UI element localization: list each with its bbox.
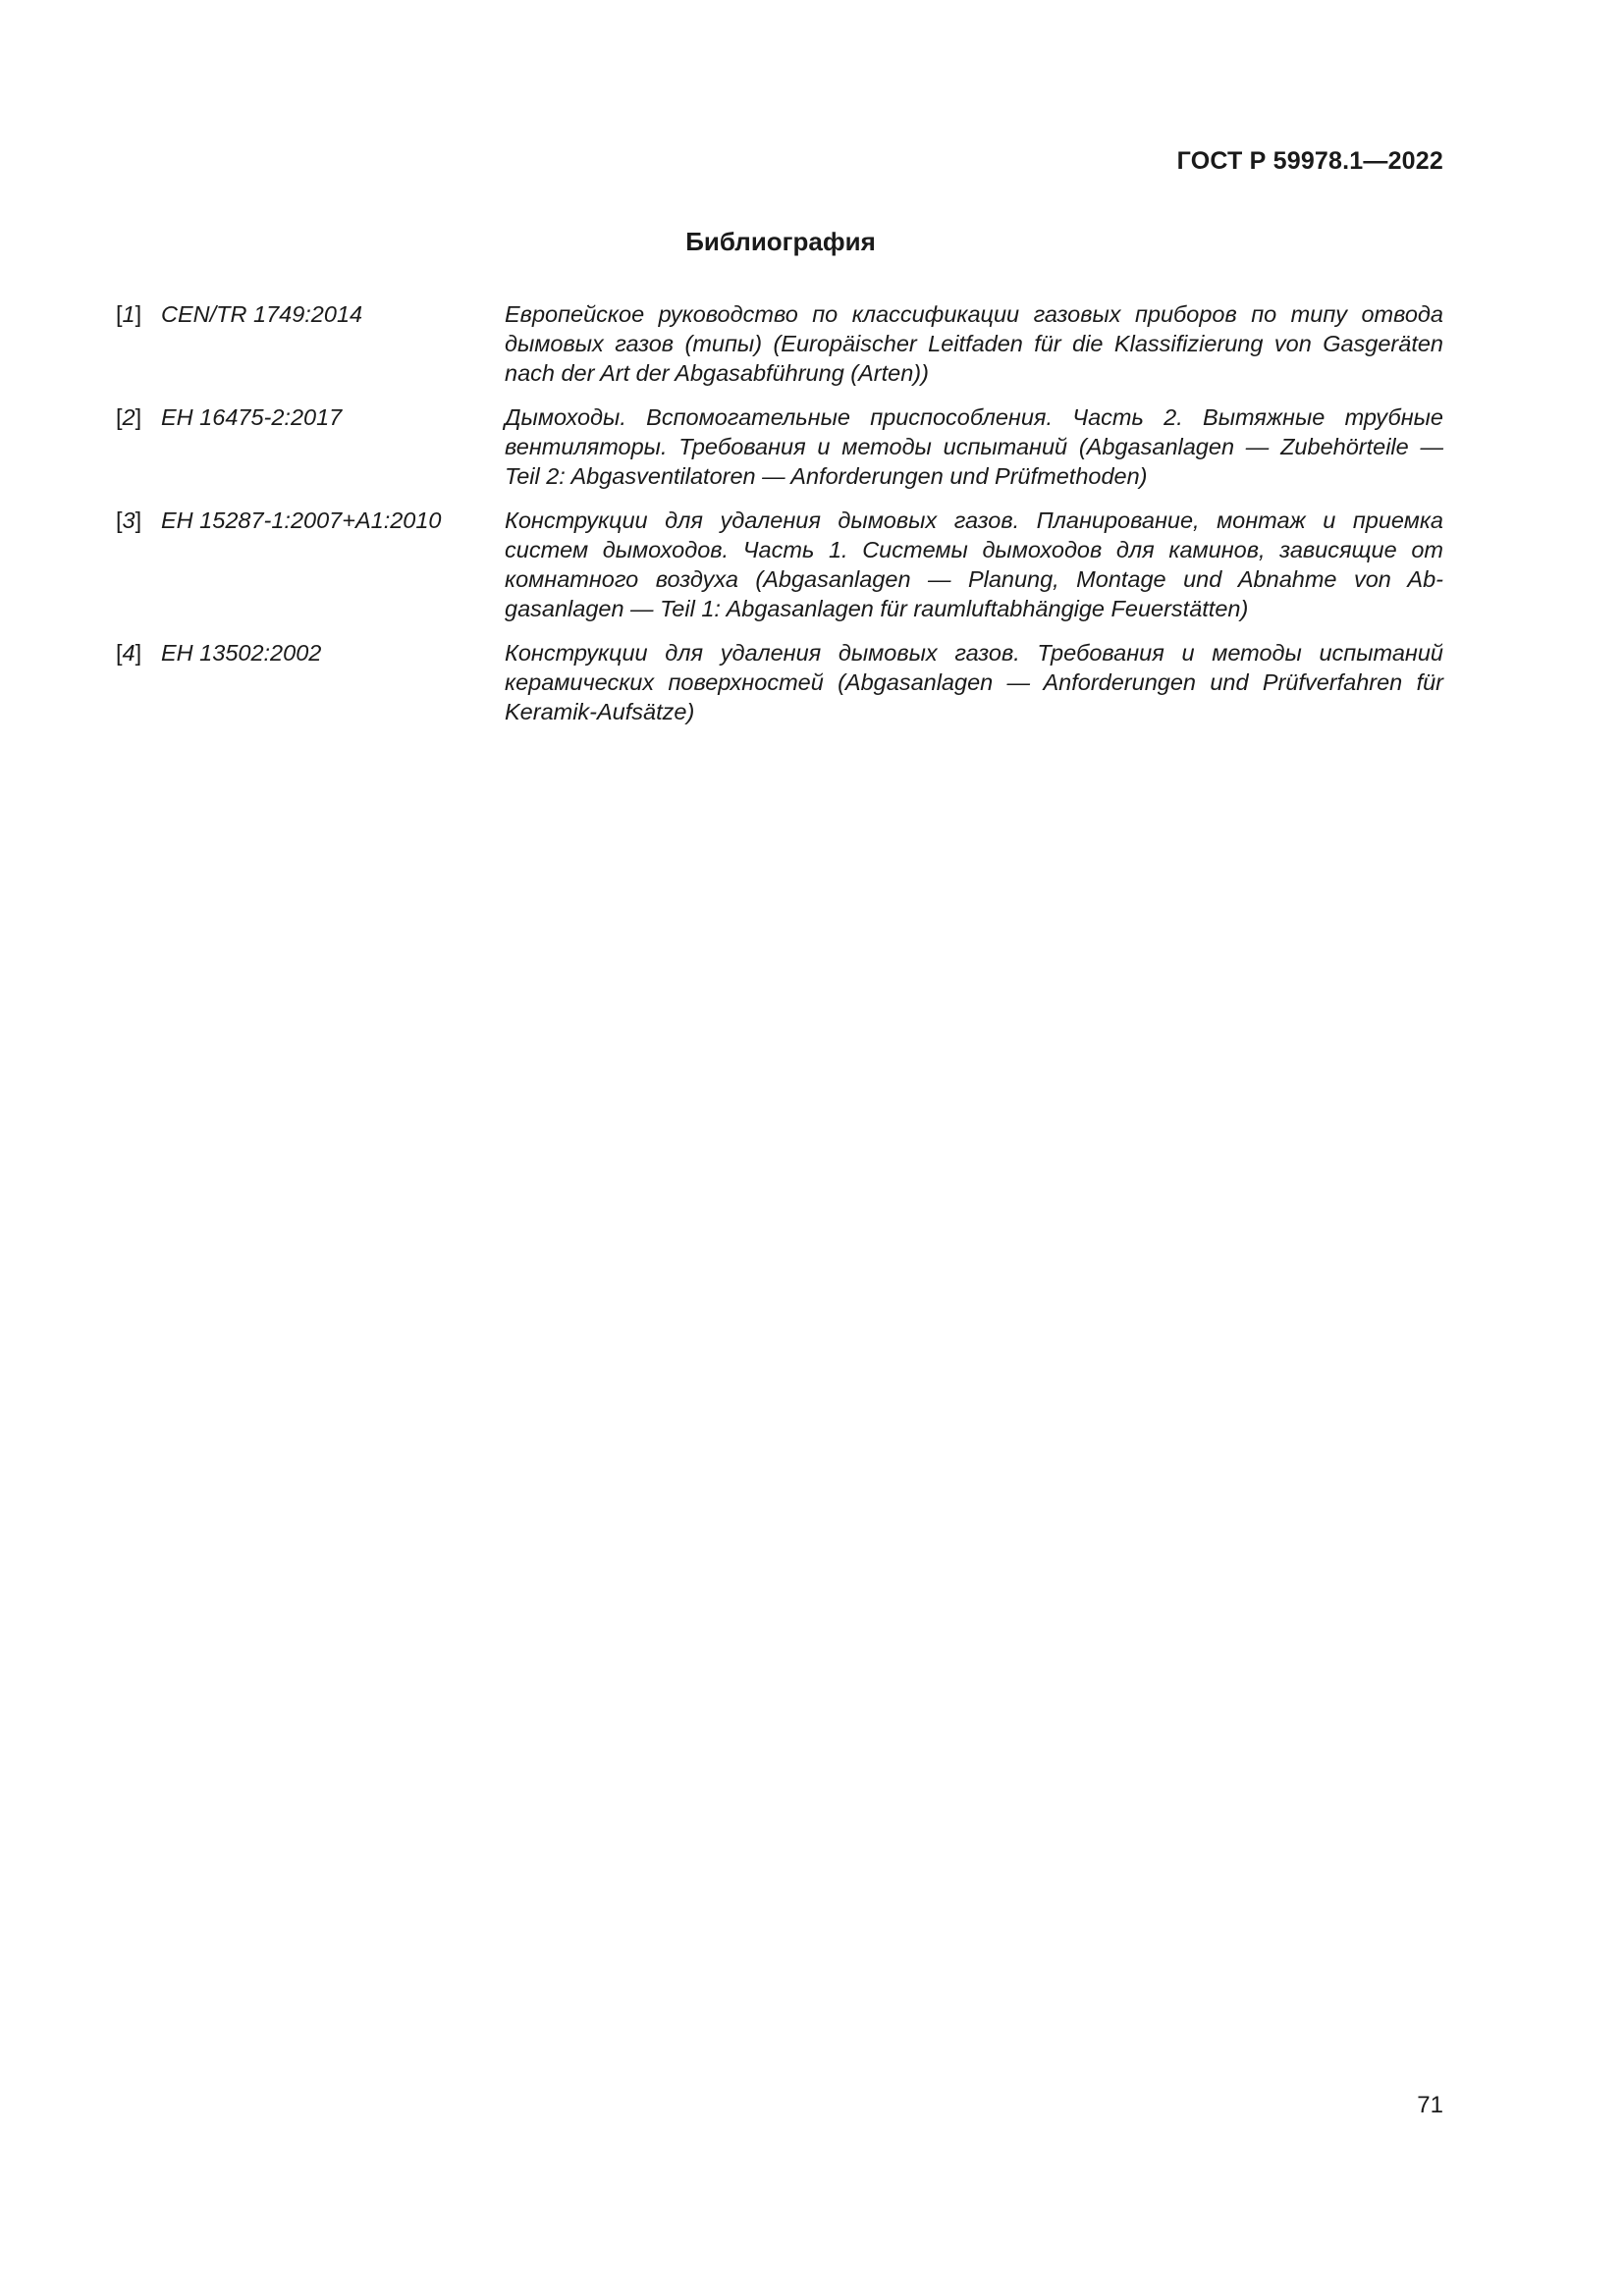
entry-number: [4] [116,640,142,666]
entry-text: Конструкции для удаления дымовых газов. Требования и методы испытаний керамических поверхностей (Abgasanlagen — Anforderungen und Prüfverfahren für Keramik-Aufsätze) [505,640,1443,724]
entry-code: EH 15287-1:2007+A1:2010 [161,507,442,533]
page-number: 71 [1417,2092,1443,2118]
bibliography-entry [116,506,1443,623]
standard-code: ГОСТ Р 59978.1—2022 [1176,147,1443,175]
entry-code: CEN/TR 1749:2014 [161,301,363,327]
entry-number: [2] [116,404,142,430]
bibliography-title: Библиография [685,227,876,256]
bibliography-list [116,299,1443,741]
entry-text: Дымоходы. Вспомогательные приспособления. Часть 2. Вытяжные трубные вентиляторы. Требования и методы испытаний (Abgasanlagen — Zubehörteile — Teil 2: Abgasventilatoren — Anforderungen und Prüfmethoden) [505,404,1443,489]
entry-text: Конструкции для удаления дымовых газов. Планирование, монтаж и приемка систем дымоходов. Часть 1. Системы дымоходов для каминов, зависящие от комнатного воздуха (Abgasanlagen — Planung, Montage und Abnahme von Abgasanlagen — Teil 1: Abgasanlagen für raumluftabhängige Feuerstätten) [505,507,1443,621]
entry-number: [1] [116,301,142,327]
bibliography-entry [116,299,1443,388]
entry-code: EH 16475-2:2017 [161,404,343,430]
entry-number: [3] [116,507,142,533]
entry-text: Европейское руководство по классификации газовых приборов по типу отвода дымовых газов (типы) (Europäischer Leitfaden für die Klassifizierung von Gasgeräten nach der Art der Abgasabführung (Arten)) [505,301,1443,386]
bibliography-entry [116,402,1443,491]
bibliography-entry [116,638,1443,726]
entry-code: EH 13502:2002 [161,640,322,666]
